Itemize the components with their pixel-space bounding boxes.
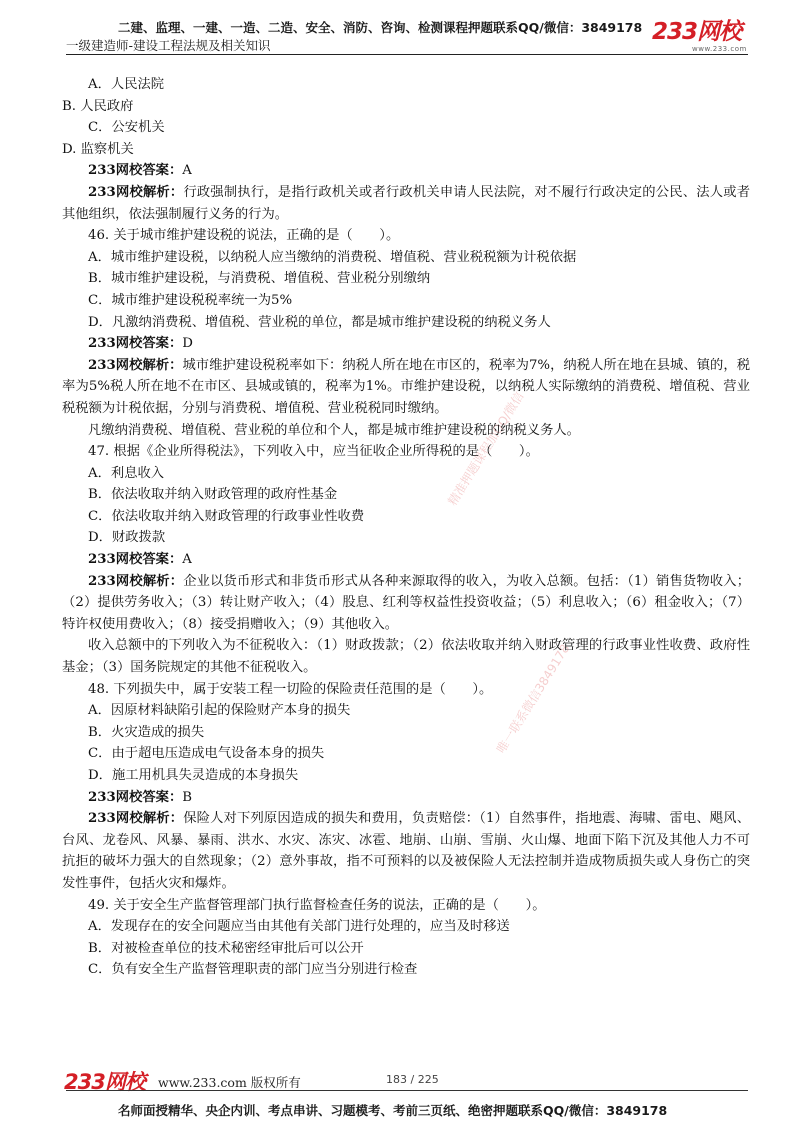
answer-label: 233网校答案： <box>88 552 183 568</box>
answer-value: B <box>182 789 193 805</box>
q47-option-d: D．财政拨款 <box>88 530 166 546</box>
233-logo[interactable] <box>652 19 747 56</box>
watermark-1: 精准押题课程加QQ/微信 <box>445 389 527 508</box>
q45-option-b: B. 人民政府 <box>62 98 134 114</box>
header-rule <box>66 54 748 55</box>
footer-ad-line: 名师面授精华、央企内训、考点串讲、习题模考、考前三页纸、绝密押题联系QQ/微信：3849178 <box>118 1103 668 1118</box>
q47-option-b: B．依法收取并纳入财政管理的政府性基金 <box>88 487 338 503</box>
q47-analysis <box>62 571 750 636</box>
q45-option-a: A．人民法院 <box>88 77 165 92</box>
q48-stem: 48. 下列损失中，属于安装工程一切险的保险责任范围的是（ ）。 <box>88 681 493 697</box>
q49-option-a: A．发现存在的安全问题应当由其他有关部门进行处理的，应当及时移送 <box>88 919 510 935</box>
analysis-label: 233网校解析： <box>88 573 184 589</box>
q45-answer <box>62 160 750 182</box>
answer-value: A <box>182 163 192 179</box>
page-number: 183 / 225 <box>386 1073 439 1086</box>
footer-logo[interactable]: 233网校 <box>64 1070 145 1094</box>
q49-option-c: C．负有安全生产监督管理职责的部门应当分别进行检查 <box>88 962 418 978</box>
analysis-text: 行政强制执行，是指行政机关或者行政机关申请人民法院，对不履行行政决定的公民、法人或者其他组织，依法强制履行义务的行为。 <box>62 184 751 222</box>
q48-answer <box>62 787 750 809</box>
answer-value: A <box>182 552 192 568</box>
analysis-label: 233网校解析： <box>88 811 184 827</box>
analysis-text: 城市维护建设税税率如下：纳税人所在地在市区的，税率为7%，纳税人所在地在县城、镇的，税率为5%税人所在地不在市区、县城或镇的，税率为1%。市维护建设税，以纳税人实际缴纳的消费税、增值税、营业税税额为计税依据，分别与消费税、增值税、营业税税同时缴纳。 <box>62 357 750 416</box>
q47-option-a: A．利息收入 <box>88 465 165 481</box>
logo-sub-text: www.233.com <box>692 45 747 53</box>
q45-option-d: D. 监察机关 <box>62 141 134 157</box>
footer-site-copyright[interactable]: www.233.com 版权所有 <box>158 1075 301 1090</box>
q47-analysis-2: 收入总额中的下列收入为不征税收入：（1）财政拨款；（2）依法收取并纳入财政管理的行政事业性收费、政府性基金；（3）国务院规定的其他不征税收入。 <box>62 638 750 676</box>
q49-stem: 49. 关于安全生产监督管理部门执行监督检查任务的说法，正确的是（ ）。 <box>88 897 546 913</box>
q46-answer <box>62 333 750 355</box>
q48-option-c: C．由于超电压造成电气设备本身的损失 <box>88 746 325 762</box>
header-subtitle: 一级建造师-建设工程法规及相关知识 <box>66 38 271 53</box>
q46-option-b: B．城市维护建设税，与消费税、增值税、营业税分别缴纳 <box>88 271 431 287</box>
q46-option-d: D．凡激纳消费税、增值税、营业税的单位，都是城市维护建设税的纳税义务人 <box>88 314 551 330</box>
watermark-2: 唯一联系微信3849178 <box>493 641 573 756</box>
q47-stem: 47. 根据《企业所得税法》，下列收入中，应当征收企业所得税的是（ ）。 <box>88 444 539 460</box>
analysis-text: 企业以货币形式和非货币形式从各种来源取得的收入，为收入总额。包括：（1）销售货物收入；（2）提供劳务收入；（3）转让财产收入；（4）股息、红利等权益性投资收益；（5）利息收入；（6）租金收入；（7）特许权使用费收入；（8）接受捐赠收入；（9）其他收入。 <box>62 573 751 632</box>
q46-stem: 46. 关于城市维护建设税的说法，正确的是（ ）。 <box>88 228 400 244</box>
answer-label: 233网校答案： <box>88 163 183 179</box>
q45-analysis <box>62 182 750 225</box>
analysis-label: 233网校解析： <box>88 357 183 373</box>
q49-option-b: B．对被检查单位的技术秘密经审批后可以公开 <box>88 940 364 956</box>
answer-label: 233网校答案： <box>88 336 183 352</box>
q46-option-c: C．城市维护建设税税率统一为5% <box>88 292 293 308</box>
q48-option-b: B．火灾造成的损失 <box>88 724 205 740</box>
q48-analysis <box>62 808 750 894</box>
logo-main-text: 233网校 <box>652 19 742 45</box>
q46-analysis <box>62 355 750 420</box>
q48-option-a: A．因原材料缺陷引起的保险财产本身的损失 <box>88 703 351 719</box>
answer-label: 233网校答案： <box>88 789 183 805</box>
document-body <box>62 74 750 981</box>
footer-rule <box>66 1090 748 1091</box>
analysis-label: 233网校解析： <box>88 184 184 200</box>
analysis-text: 保险人对下列原因造成的损失和费用，负责赔偿：（1）自然事件，指地震、海啸、雷电、飓风、台风、龙卷风、风暴、暴雨、洪水、水灾、冻灾、冰雹、地崩、山崩、雪崩、火山爆、地面下陷下沉及其他人力不可抗拒的破坏力强大的自然现象；（2）意外事故，指不可预料的以及被保险人无法控制并造成物质损失或人身伤亡的突发性事件，包括火灾和爆炸。 <box>62 811 751 891</box>
q47-answer <box>62 549 750 571</box>
q46-analysis-2: 凡缴纳消费税、增值税、营业税的单位和个人，都是城市维护建设税的纳税义务人。 <box>88 422 580 438</box>
header-ad-line: 二建、监理、一建、一造、二造、安全、消防、咨询、检测课程押题联系QQ/微信：3849178 <box>118 20 643 35</box>
q48-option-d: D．施工用机具失灵造成的本身损失 <box>88 768 299 783</box>
q46-option-a: A．城市维护建设税，以纳税人应当缴纳的消费税、增值税、营业税税额为计税依据 <box>88 249 577 265</box>
q45-option-c: C．公安机关 <box>88 120 165 136</box>
q47-option-c: C．依法收取并纳入财政管理的行政事业性收费 <box>88 508 365 524</box>
answer-value: D <box>182 336 193 352</box>
